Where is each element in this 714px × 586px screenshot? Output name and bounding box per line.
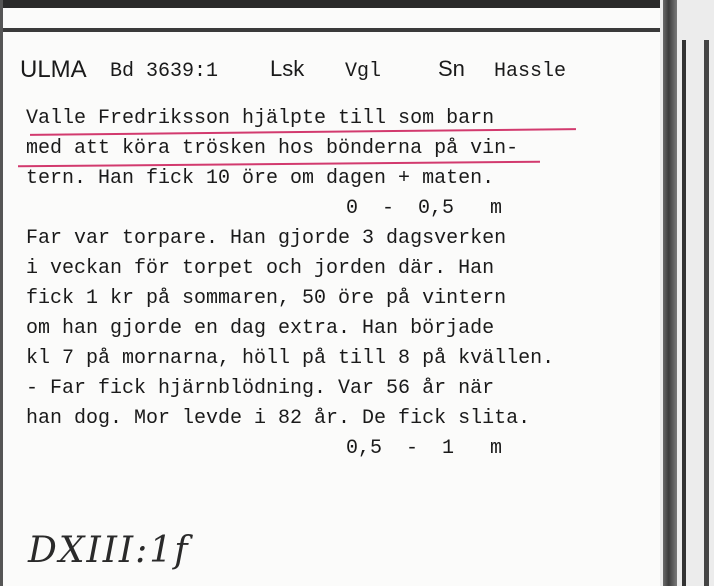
text-line: - Far fick hjärnblödning. Var 56 år när [26, 377, 495, 400]
edge-shadow [663, 0, 677, 586]
edge-line [704, 40, 709, 586]
text-line: i veckan för torpet och jorden där. Han [26, 257, 495, 280]
edge-line [682, 40, 686, 586]
text-line: om han gjorde en dag extra. Han började [26, 317, 495, 340]
region-value: Vgl [345, 60, 382, 83]
card-body [26, 104, 656, 464]
text-line: Valle Fredriksson hjälpte till som barn [26, 107, 495, 130]
archive-name: ULMA [20, 56, 87, 83]
text-line: med att köra trösken hos bönderna på vin- [26, 137, 519, 160]
scan-top-border [0, 0, 714, 8]
record-number: Bd 3639:1 [110, 60, 219, 83]
handwritten-signature: DXIII:1f [28, 530, 190, 571]
parish-label: Sn [438, 56, 465, 81]
card-header [0, 56, 660, 92]
depth-measure: 0,5 - 1 m [346, 437, 503, 460]
parish-value: Hassle [494, 60, 567, 83]
text-line: kl 7 på mornarna, höll på till 8 på kvällen. [26, 347, 555, 370]
text-line: Far var torpare. Han gjorde 3 dagsverken [26, 227, 507, 250]
text-line: han dog. Mor levde i 82 år. De fick slita. [26, 407, 531, 430]
region-label: Lsk [270, 56, 305, 81]
scan-right-edge [660, 0, 714, 586]
text-line: fick 1 kr på sommaren, 50 öre på vintern [26, 287, 507, 310]
text-line: tern. Han fick 10 öre om dagen + maten. [26, 167, 495, 190]
depth-measure: 0 - 0,5 m [346, 197, 503, 220]
card-top-rule [0, 28, 664, 32]
